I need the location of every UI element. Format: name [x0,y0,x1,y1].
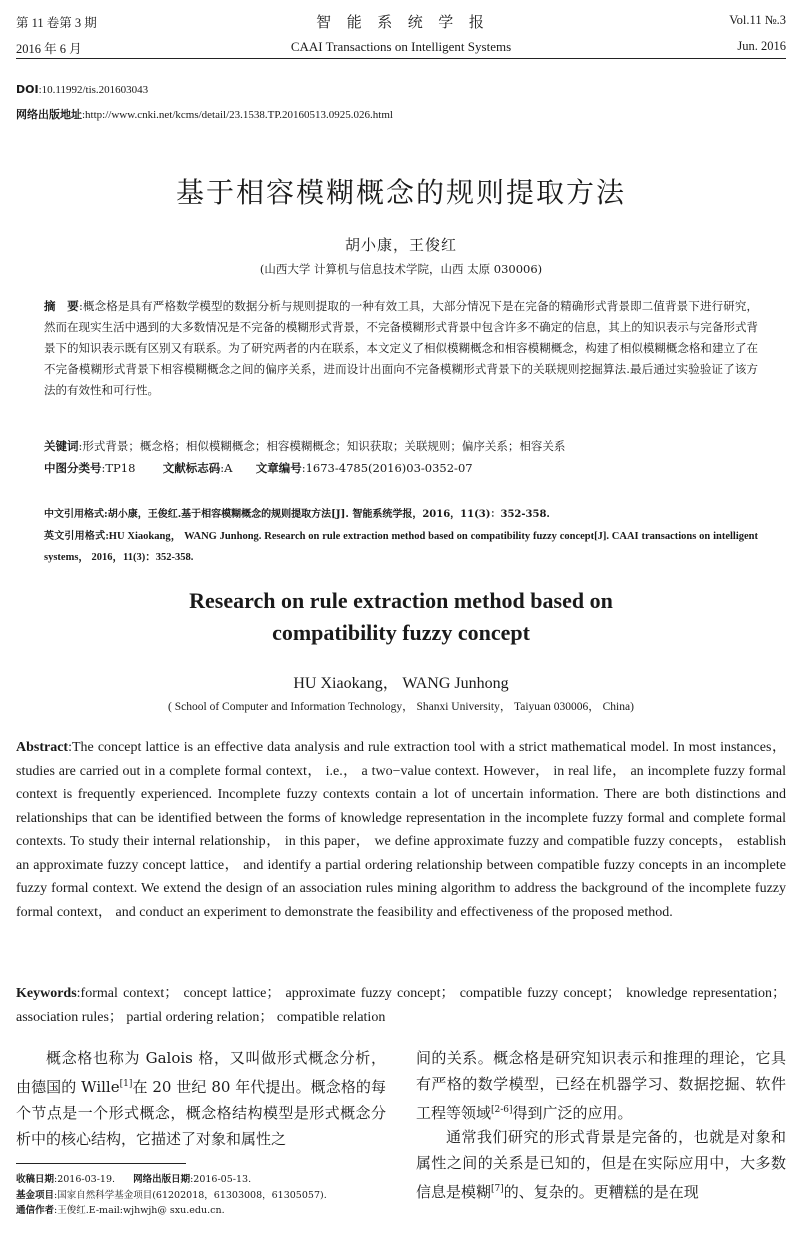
corr-label: 通信作者 [16,1205,55,1216]
header-date-cn: 2016 年 6 月 [16,42,82,56]
header-rule [16,58,786,59]
fund-value: :国家自然科学基金项目(61202018，61303008，61305057). [54,1189,327,1201]
online-date-value: :2016-05-13. [190,1174,252,1185]
citation-cn [44,505,758,524]
footnote-received [16,1172,396,1188]
abstract-cn-label: 摘 要 [44,299,79,313]
classification-line [44,460,473,476]
keywords-cn [44,436,758,457]
body-right-paragraph-2 [416,1124,786,1205]
affiliation-cn: (山西大学 计算机与信息技术学院，山西 太原 030006) [259,262,543,276]
footnote-fund [16,1188,396,1204]
footnote-corresponding [16,1203,396,1219]
doi-label: DOI [16,83,39,96]
footnote-rule [16,1163,186,1164]
keywords-cn-label: 关键词 [44,439,79,453]
abstract-en-text: :The concept lattice is an effective data analysis and rule extraction tool with a strict mathematical model. In most instances， studies are carried out in a complete formal context， i.e.， a two−value context. However， in real life， an incomplete fuzzy formal context is frequently experienced. Incomplete fuzzy contexts contain a lot of uncertain information. There are both distinctions and relationships that can be identified between the forms of knowledge representation in the incomplete fuzzy formal and complete formal contexts. To study their internal relationship， in this paper， we define approximate fuzzy and compatible fuzzy concepts， establish an approximate fuzzy concept lattice， and identify a partial ordering relationship between compatible fuzzy concepts in an incomplete fuzzy formal context. We extend the design of an association rules mining algorithm to address the background of the incomplete fuzzy formal context， and conduct an experiment to demonstrate the feasibility and effectiveness of the proposed method. [16,740,786,920]
online-line [16,106,393,122]
received-label: 收稿日期 [16,1174,55,1185]
keywords-en [16,982,786,1029]
doc-value: :A [220,461,233,475]
abstract-en [16,736,786,924]
article-value: :1673-4785(2016)03-0352-07 [301,461,473,475]
article-label: 文章编号 [255,461,302,475]
citation-cn-label: 中文引用格式 [44,509,104,520]
abstract-cn-text: :概念格是具有严格数学模型的数据分析与规则提取的一种有效工具，大部分情况下是在完备的精确形式背景即二值背景下进行研究，然而在现实生活中遇到的大多数情况是不完备的模糊形式背景，不完备模糊形式背景中包含许多不确定的信息，其上的知识表示与完备形式背景下的知识表示既有区别又有联系。为了研究两者的内在联系，本文定义了相似模糊概念和相容模糊概念，构建了相似模糊概念格和建立了在不完备模糊形式背景下相容模糊概念之间的偏序关系，进而设计出面向不完备模糊形式背景下的关联规则挖掘算法.最后通过实验验证了该方法的有效性和可行性。 [44,299,759,397]
title-en-line1: Research on rule extraction method based on [189,588,613,613]
citation-en [44,526,758,568]
citation-cn-text: :胡小康，王俊红.基于相容模糊概念的规则提取方法[J]. 智能系统学报，2016，11(3)：352-358. [104,509,550,520]
keywords-cn-text: :形式背景；概念格；相似模糊概念；相容模糊概念；知识获取；关联规则；偏序关系；相容关系 [78,439,566,453]
abstract-cn [44,296,758,401]
header-journal-cn: 智 能 系 统 学 报 [316,13,486,31]
corr-value: :王俊红.E-mail:wjhwjh@ sxu.edu.cn. [54,1205,225,1216]
footnotes [16,1172,396,1219]
title-cn: 基于相容模糊概念的规则提取方法 [175,176,626,209]
online-label: 网络出版地址 [16,108,82,121]
doi-line [16,83,148,96]
authors-cn: 胡小康，王俊红 [344,236,457,254]
citation-en-text: :HU Xiaokang， WANG Junhong. Research on rule extraction method based on compatibility fuzzy concept[J]. CAAI transactions on intelligent systems， 2016，11(3)：352-358. [44,531,759,563]
body-right-text-1: 间的关系。概念格是研究知识表示和推理的理论，它具有严格的数学模型，已经在机器学习、数据挖掘、软件工程等领域 [416,1049,786,1122]
doi-value: :10.11992/tis.201603043 [38,84,149,96]
abstract-en-label: Abstract [16,740,69,755]
body-left-paragraph [16,1045,386,1152]
header-volume-cn: 第 11 卷第 3 期 [16,16,97,30]
header-volume-en: Vol.11 №.3 [729,13,786,27]
received-value: :2016-03-19. [54,1174,116,1185]
title-en-line2: compatibility fuzzy concept [272,620,530,645]
header-date-en: Jun. 2016 [737,39,786,53]
clc-value: :TP18 [101,461,136,475]
body-left-text-1: 概念格也称为 Galois 格，又叫做形式概念分析，由德国的 Wille [16,1049,386,1096]
header-journal-en: CAAI Transactions on Intelligent Systems [290,39,512,54]
keywords-en-label: Keywords [16,986,77,1001]
citation-ref: [1] [119,1079,133,1089]
body-right-text-4: 的、复杂的。更糟糕的是在现 [503,1183,699,1201]
affiliation-en: ( School of Computer and Information Technology， Shanxi University， Taiyuan 030006， China) [168,701,634,713]
online-date-label: 网络出版日期 [133,1174,191,1185]
citation-en-label: 英文引用格式 [44,531,106,542]
citation-ref: [2-6] [491,1105,513,1115]
body-right-text-3: 通常我们研究的形式背景是完备的，也就是对象和属性之间的关系是已知的，但是在实际应用中，大多数信息是模糊 [416,1128,786,1201]
body-left-text-2: 在 20 世纪 80 年代提出。概念格的每个节点是一个形式概念，概念格结构模型是形式概念分析中的核心结构，它描述了对象和属性之 [16,1078,386,1148]
body-right-paragraph-1 [416,1045,786,1126]
doc-label: 文献标志码 [162,461,221,475]
online-value: :http://www.cnki.net/kcms/detail/23.1538.TP.20160513.0925.026.html [82,109,393,121]
fund-label: 基金项目 [16,1189,55,1201]
body-right-text-2: 得到广泛的应用。 [512,1104,633,1122]
citation-ref: [7] [491,1184,504,1194]
clc-label: 中图分类号 [44,461,102,475]
authors-en: HU Xiaokang， WANG Junhong [293,675,509,692]
keywords-en-text: :formal context； concept lattice； approximate fuzzy concept； compatible fuzzy concept； knowledge representation； association rules； partial ordering relation； compatible relation [16,986,786,1025]
